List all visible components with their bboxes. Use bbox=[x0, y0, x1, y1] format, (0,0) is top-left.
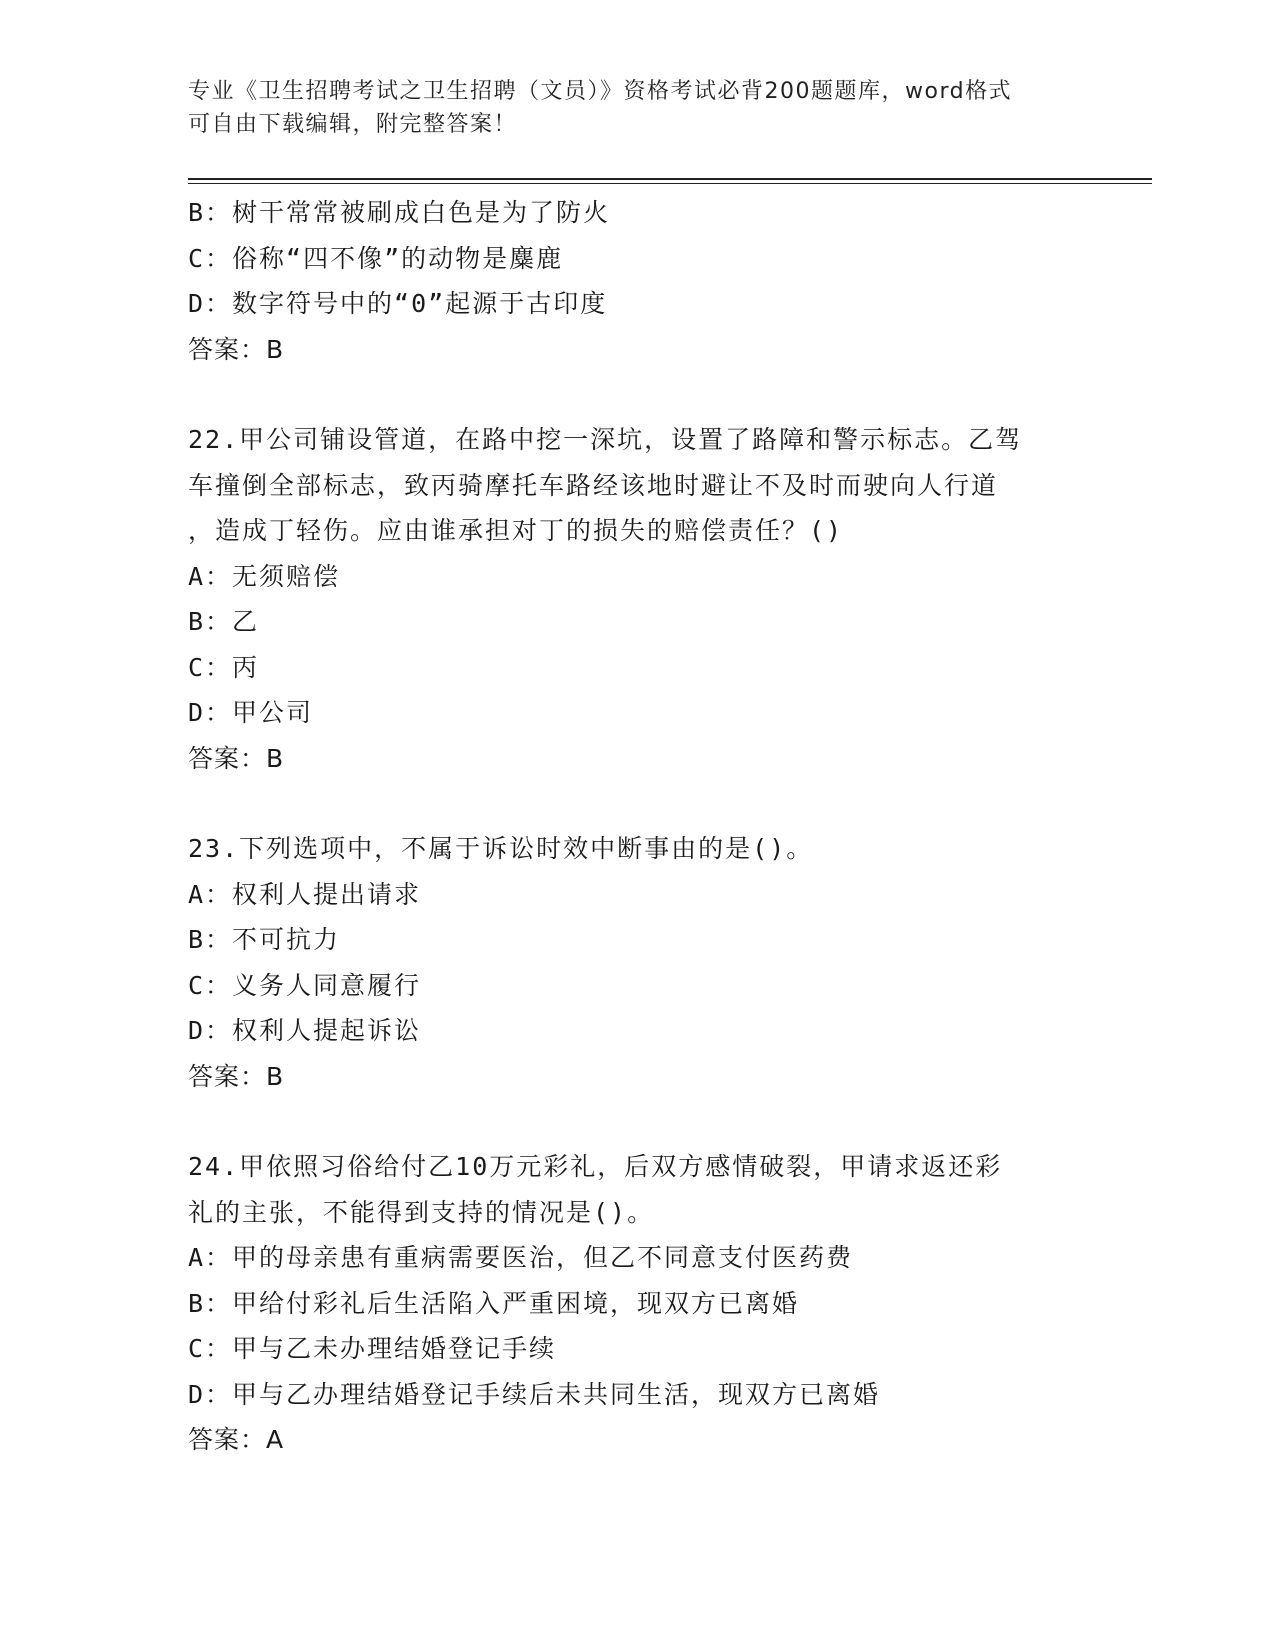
answer-line bbox=[188, 1054, 1088, 1100]
answer-line bbox=[188, 327, 1088, 373]
question-block-24 bbox=[188, 1144, 1088, 1463]
spacer bbox=[188, 1099, 1088, 1144]
question-text-line: 礼的主张，不能得到支持的情况是()。 bbox=[188, 1197, 655, 1227]
option-b: B：乙 bbox=[188, 607, 260, 636]
answer-value: A bbox=[266, 1425, 285, 1454]
option-b: B：不可抗力 bbox=[188, 925, 341, 954]
question-text-line: 23.下列选项中，不属于诉讼时效中断事由的是()。 bbox=[188, 834, 814, 863]
question-block-22 bbox=[188, 417, 1088, 781]
answer-label: 答案： bbox=[188, 1061, 267, 1091]
answer-line bbox=[188, 736, 1088, 782]
answer-line bbox=[188, 1417, 1088, 1463]
answer-label: 答案： bbox=[188, 334, 267, 364]
document-header bbox=[188, 75, 1068, 141]
option-c: C：义务人同意履行 bbox=[188, 970, 422, 1000]
answer-label: 答案： bbox=[188, 743, 267, 773]
option-a: A：无须赔偿 bbox=[188, 561, 341, 591]
option-d: D：数字符号中的“0”起源于古印度 bbox=[188, 289, 608, 318]
header-line-2: 可自由下载编辑，附完整答案！ bbox=[188, 112, 518, 137]
question-block-23 bbox=[188, 826, 1088, 1099]
spacer bbox=[188, 781, 1088, 826]
answer-label: 答案： bbox=[188, 1425, 267, 1454]
option-d: D：甲与乙办理结婚登记手续后未共同生活，现双方已离婚 bbox=[188, 1379, 881, 1409]
option-b: B：树干常常被刷成白色是为了防火 bbox=[188, 198, 611, 227]
question-text-line: 车撞倒全部标志，致丙骑摩托车路经该地时避让不及时而驶向人行道 bbox=[188, 470, 999, 500]
option-b: B：甲给付彩礼后生活陷入严重困境，现双方已离婚 bbox=[188, 1288, 800, 1318]
question-text-line: 22.甲公司铺设管道，在路中挖一深坑，设置了路障和警示标志。乙驾 bbox=[188, 425, 1023, 454]
option-a: A：甲的母亲患有重病需要医治，但乙不同意支付医药费 bbox=[188, 1243, 854, 1272]
answer-value: B bbox=[266, 334, 285, 364]
option-d: D：甲公司 bbox=[188, 698, 314, 727]
option-d: D：权利人提起诉讼 bbox=[188, 1016, 422, 1045]
header-divider-thin bbox=[188, 183, 1152, 184]
option-c: C：丙 bbox=[188, 652, 260, 682]
question-text-line: 24.甲依照习俗给付乙10万元彩礼，后双方感情破裂，甲请求返还彩 bbox=[188, 1152, 1003, 1181]
option-c: C：俗称“四不像”的动物是麋鹿 bbox=[188, 243, 564, 273]
question-block-21 bbox=[188, 190, 1088, 372]
option-a: A：权利人提出请求 bbox=[188, 879, 422, 909]
header-divider-thick bbox=[188, 178, 1152, 180]
header-line-1: 专业《卫生招聘考试之卫生招聘（文员）》资格考试必背200题题库，word格式 bbox=[188, 79, 1013, 104]
answer-value: B bbox=[266, 1061, 285, 1091]
question-text-line: ，造成丁轻伤。应由谁承担对丁的损失的赔偿责任？() bbox=[188, 516, 844, 545]
option-c: C：甲与乙未办理结婚登记手续 bbox=[188, 1334, 557, 1363]
question-content bbox=[188, 190, 1088, 1463]
spacer bbox=[188, 372, 1088, 417]
answer-value: B bbox=[266, 743, 285, 773]
